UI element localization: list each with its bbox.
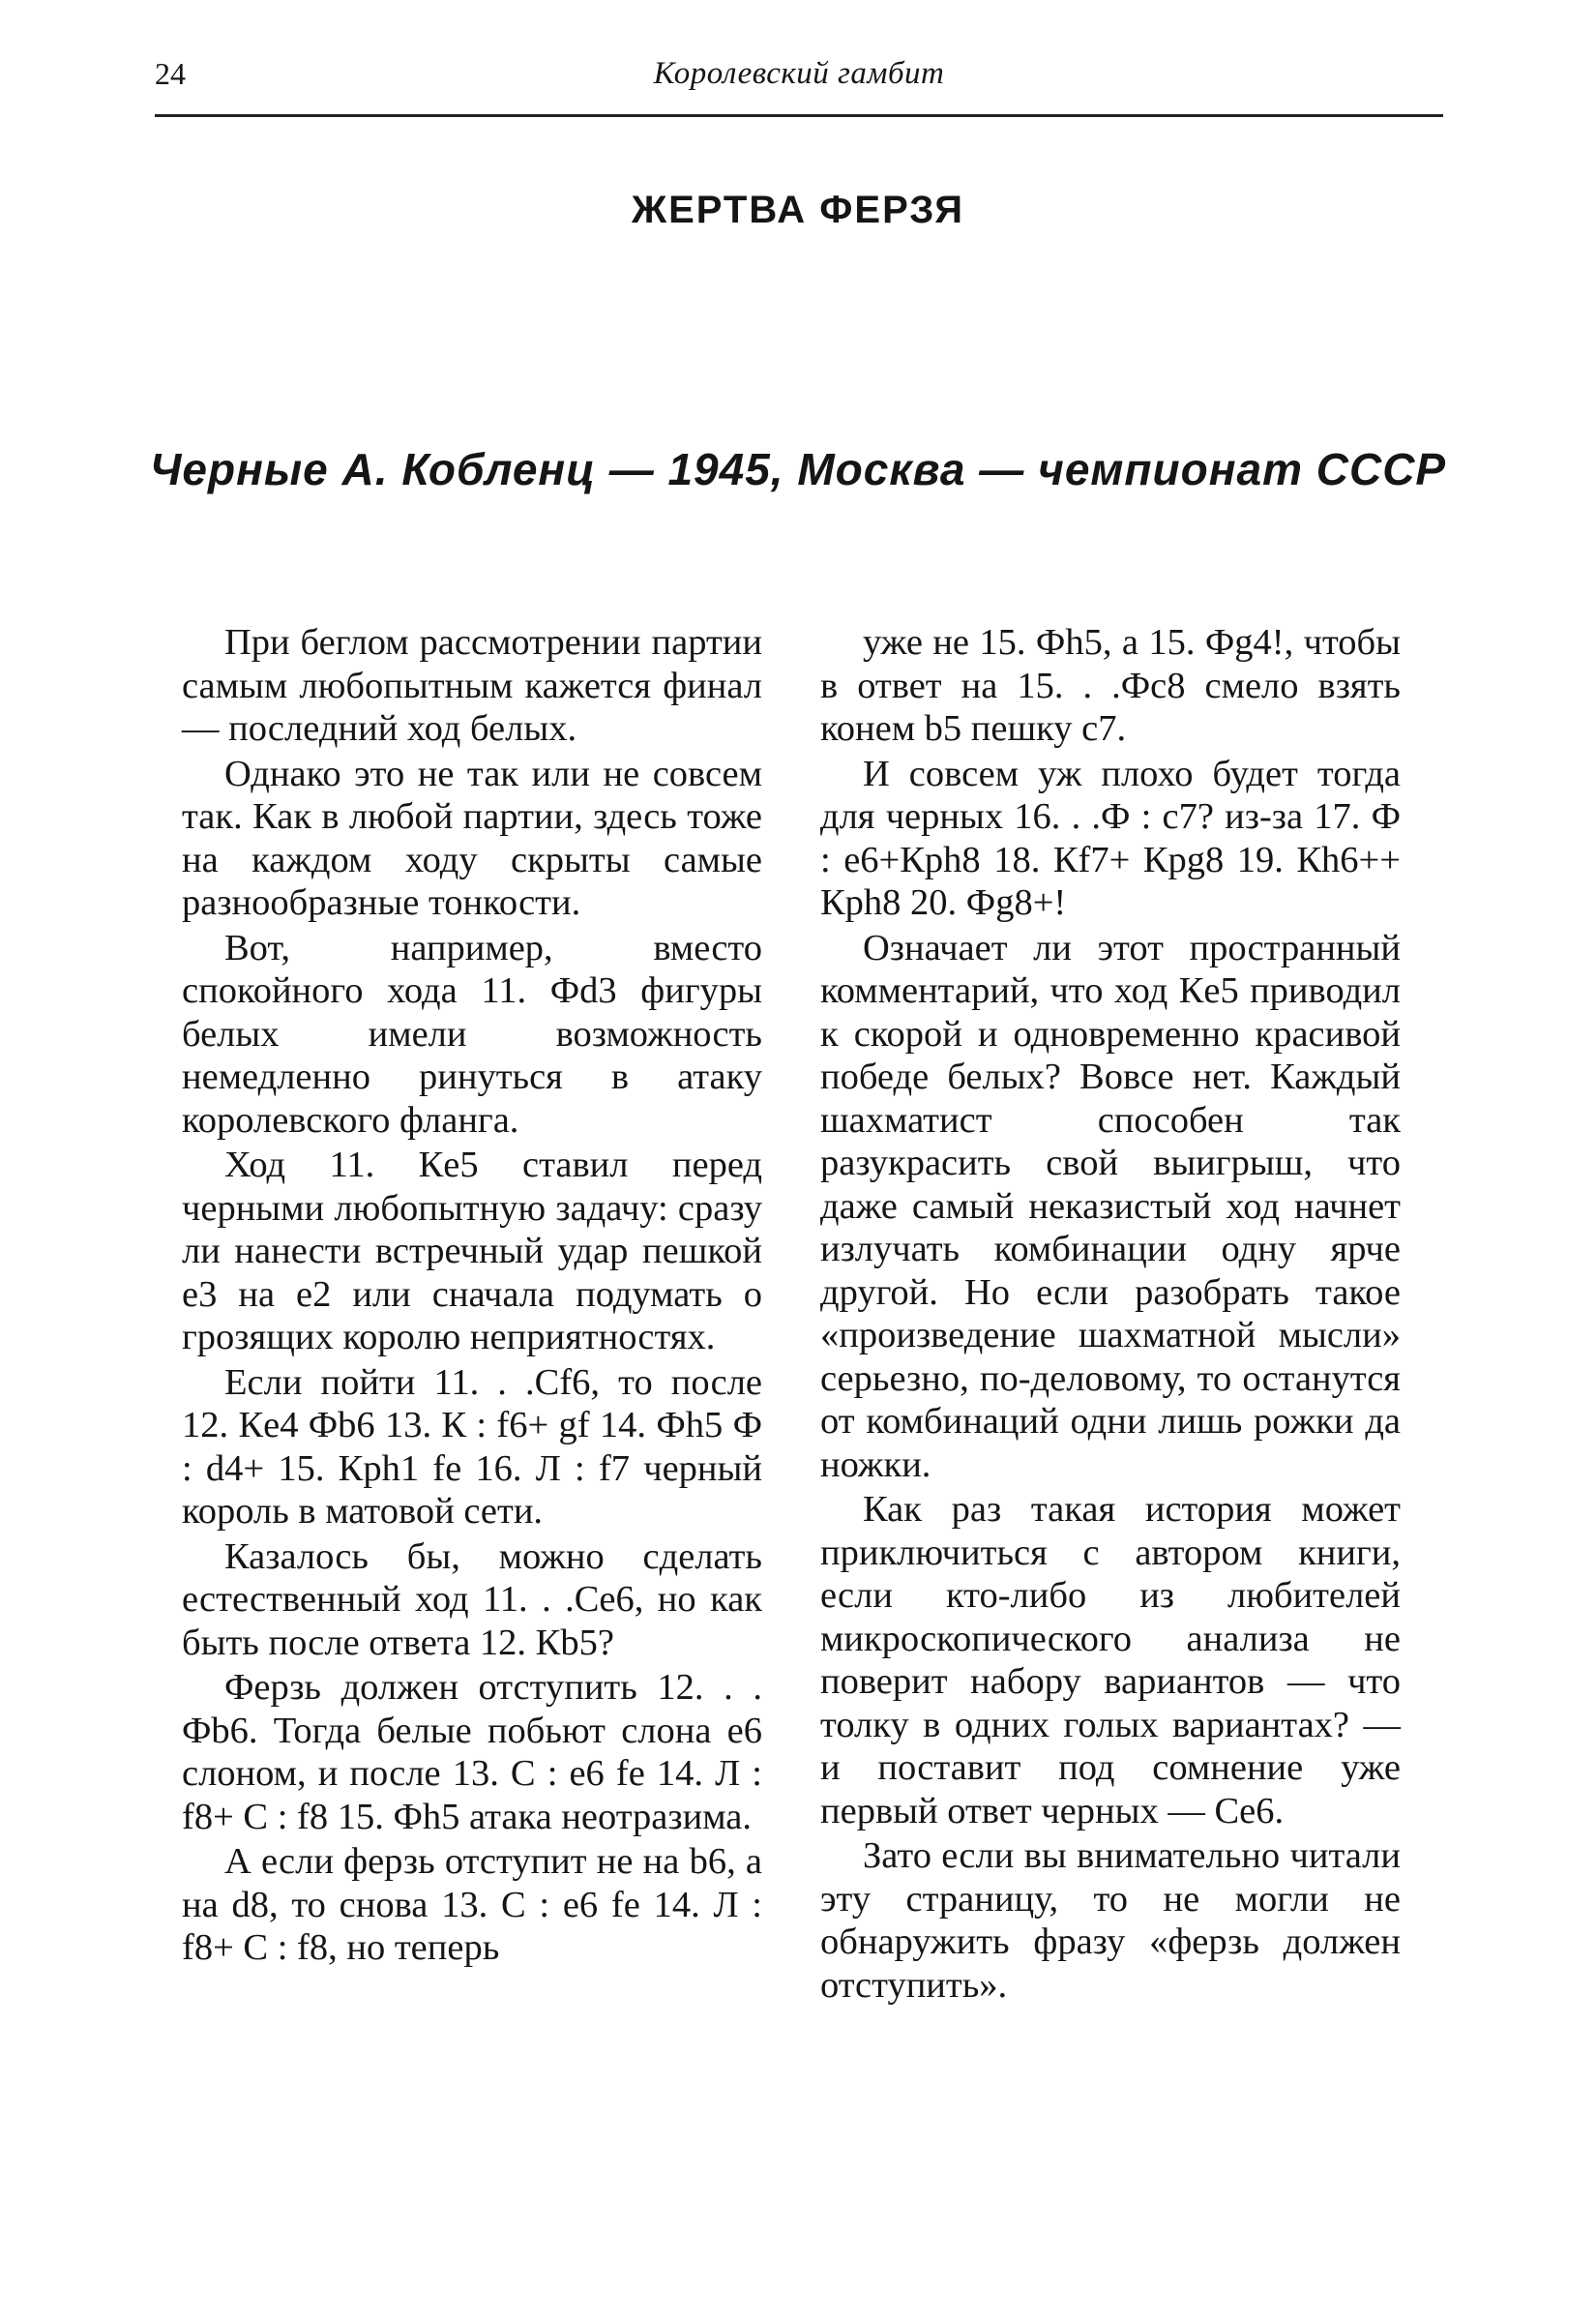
paragraph: уже не 15. Фh5, а 15. Фg4!, чтобы в ответ на 15. . .Фc8 смело взять конем b5 пешку c7. (820, 622, 1401, 749)
paragraph: Ферзь должен отступить 12. . . Фb6. Тогда белые побьют слона e6 слоном, и после 13. С : e6 fe 14. Л : f8+ С : f8 15. Фh5 атака неотразима. (182, 1667, 762, 1837)
paragraph: Если пойти 11. . .Сf6, то после 12. Кe4 Фb6 13. К : f6+ gf 14. Фh5 Ф : d4+ 15. Крh1 fe 16. Л : f7 черный король в матовой сети. (182, 1361, 762, 1532)
right-column (820, 621, 1401, 2009)
paragraph: Зато если вы внимательно читали эту страницу, то не могли не обнаружить фразу «ферзь должен отступить». (820, 1835, 1401, 2006)
paragraph: Однако это не так или не совсем так. Как в любой партии, здесь тоже на каждом ходу скрыты самые разнообразные тонкости. (182, 753, 762, 923)
paragraph: Как раз такая история может приключиться с автором книги, если кто-либо из любителей микроскопического анализа не поверит набору вариантов — что толку в одних голых вариантах? — и поставит под сомнение уже первый ответ черных — Сe6. (820, 1489, 1401, 1831)
paragraph: Вот, например, вместо спокойного хода 11. Фd3 фигуры белых имели возможность немедленно ринуться в атаку королевского фланга. (182, 927, 762, 1141)
paragraph: При беглом рассмотрении партии самым любопытным кажется финал — последний ход белых. (182, 622, 762, 749)
paragraph: Казалось бы, можно сделать естественный ход 11. . .Сe6, но как быть после ответа 12. Кb5? (182, 1535, 762, 1663)
page-number: 24 (155, 56, 186, 91)
paragraph: И совсем уж плохо будет тогда для черных 16. . .Ф : c7? из-за 17. Ф : e6+Крh8 18. Кf7+ Крg8 19. Кh6++ Крh8 20. Фg8+! (820, 753, 1401, 923)
paragraph: Означает ли этот пространный комментарий, что ход Кe5 приводил к скорой и одновременно красивой победе белых? Вовсе нет. Каждый шахматист способен так разукрасить свой выигрыш, что даже самый неказистый ход начнет излучать комбинации одну ярче другой. Но если разобрать такое «произведение шахматной мысли» серьезно, по-деловому, то останутся от комбинаций одни лишь рожки да ножки. (820, 927, 1401, 1485)
game-header: Черные А. Кобленц — 1945, Москва — чемпионат СССР (149, 444, 1447, 494)
running-title: Королевский гамбит (653, 56, 945, 91)
left-column (182, 621, 762, 1972)
chapter-title: ЖЕРТВА ФЕРЗЯ (631, 189, 965, 231)
paragraph: Ход 11. Кe5 ставил перед черными любопытную задачу: сразу ли нанести встречный удар пешкой e3 на e2 или сначала подумать о грозящих королю неприятностях. (182, 1145, 762, 1357)
paragraph: А если ферзь отступит не на b6, а на d8, то снова 13. С : e6 fe 14. Л : f8+ С : f8, но теперь (182, 1841, 762, 1968)
running-header (155, 56, 1443, 117)
